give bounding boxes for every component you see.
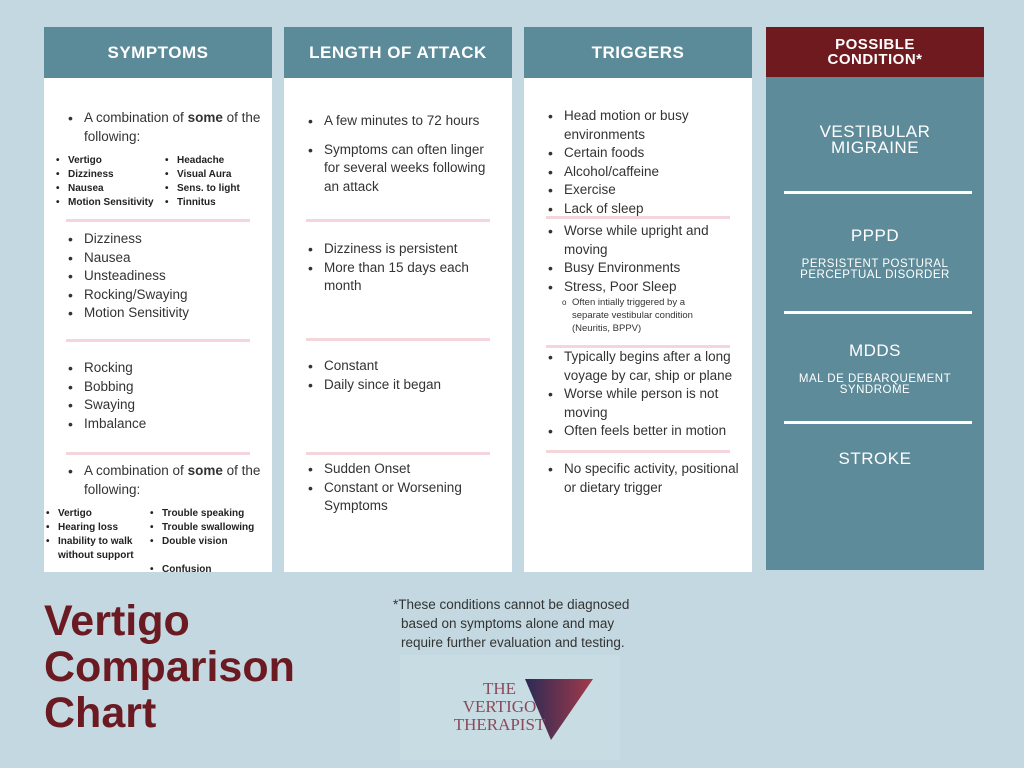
condition-vestibular-migraine: VESTIBULAR MIGRAINE [819, 122, 931, 157]
list-item: • No specific activity, positional or dietary trigger [524, 460, 752, 497]
condition-pppd: PPPD [850, 226, 900, 245]
grid-item: • Trouble speaking [148, 507, 272, 521]
list-item: • Dizziness is persistent [284, 240, 512, 259]
section [524, 222, 752, 335]
divider [784, 311, 972, 314]
grid-item: • Visual Aura [163, 168, 272, 182]
column-header: LENGTH OF ATTACK [284, 27, 512, 78]
list-item: • Worse while person is not moving [524, 385, 752, 422]
section [284, 112, 512, 196]
list-item: • Unsteadiness [44, 267, 272, 286]
sub-item: o Often intially triggered by a separate vestibular condition (Neuritis, BPPV) [524, 296, 752, 335]
grid-item: • Motion Sensitivity [54, 196, 163, 210]
list-item: • Stress, Poor Sleep [524, 278, 752, 297]
section [284, 357, 512, 394]
list-item: • Lack of sleep [524, 200, 752, 219]
list-item: • Sudden Onset [284, 460, 512, 479]
list-item: • A few minutes to 72 hours [284, 112, 512, 131]
vertigo-therapist-logo: THE VERTIGO THERAPIST [400, 655, 620, 760]
item-text: some [187, 463, 223, 478]
item-text: A combination of [84, 110, 188, 125]
grid-item: • Hearing loss [44, 521, 148, 535]
item-text: A combination of [84, 463, 188, 478]
list-item: • Constant or Worsening Symptoms [284, 479, 512, 516]
column-length-of-attack [284, 27, 512, 572]
list-item: • Symptoms can often linger for several weeks following an attack [284, 141, 512, 197]
divider [546, 216, 730, 219]
section [524, 107, 752, 218]
chart-title: Vertigo Comparison Chart [44, 597, 295, 737]
divider [66, 339, 250, 342]
section [524, 348, 752, 441]
list-item: • Motion Sensitivity [44, 304, 272, 323]
condition-stroke: STROKE [838, 449, 912, 468]
grid-item: • Dizziness [54, 168, 163, 182]
list-item: • Bobbing [44, 378, 272, 397]
section [44, 462, 272, 577]
list-item: • Constant [284, 357, 512, 376]
section [284, 460, 512, 516]
condition-pppd-full: PERSISTENT POSTURAL PERCEPTUAL DISORDER [800, 258, 950, 281]
divider [306, 452, 490, 455]
grid-item: • Double vision [148, 535, 272, 563]
condition-header: POSSIBLE CONDITION* [766, 27, 984, 77]
grid-item: • Tinnitus [163, 196, 272, 210]
grid-item: • Vertigo [44, 507, 148, 521]
divider [784, 421, 972, 424]
grid-item: • Sens. to light [163, 182, 272, 196]
grid-item: • Vertigo [54, 154, 163, 168]
list-item [44, 462, 272, 499]
symptom-grid [44, 507, 272, 577]
item-text: of the following: [84, 463, 261, 497]
section [44, 230, 272, 323]
column-header: SYMPTOMS [44, 27, 272, 78]
list-item: • Swaying [44, 396, 272, 415]
list-item: • Often feels better in motion [524, 422, 752, 441]
column-symptoms [44, 27, 272, 575]
divider [306, 219, 490, 222]
list-item: • Exercise [524, 181, 752, 200]
condition-mdds-full: MAL DE DEBARQUEMENT SYNDROME [798, 373, 952, 396]
list-item: • Daily since it began [284, 376, 512, 395]
column-header: TRIGGERS [524, 27, 752, 78]
section [284, 240, 512, 296]
list-item: • Head motion or busy environments [524, 107, 752, 144]
grid-item: • Trouble swallowing [148, 521, 272, 535]
symptom-grid [44, 154, 272, 210]
condition-mdds: MDDS [848, 341, 902, 360]
item-text: of the following: [84, 110, 261, 144]
possible-condition-column [766, 27, 984, 570]
grid-item: • Nausea [54, 182, 163, 196]
list-item: • Worse while upright and moving [524, 222, 752, 259]
list-item: • Busy Environments [524, 259, 752, 278]
divider [306, 338, 490, 341]
grid-item: • Headache [163, 154, 272, 168]
divider [546, 450, 730, 453]
list-item: • Rocking [44, 359, 272, 378]
section [44, 359, 272, 433]
list-item: • Imbalance [44, 415, 272, 434]
list-item: • Dizziness [44, 230, 272, 249]
list-item: • Nausea [44, 249, 272, 268]
divider [784, 191, 972, 194]
list-item: • More than 15 days each month [284, 259, 512, 296]
divider [66, 452, 250, 455]
divider [546, 345, 730, 348]
divider [66, 219, 250, 222]
section [44, 109, 272, 210]
section [524, 460, 752, 497]
item-text: some [187, 110, 223, 125]
column-triggers [524, 27, 752, 572]
grid-item: • Inability to walk without support [44, 535, 148, 563]
list-item: • Alcohol/caffeine [524, 163, 752, 182]
footnote: *These conditions cannot be diagnosed based on symptoms alone and may require further evaluation and testing. [393, 597, 630, 650]
list-item [44, 109, 272, 146]
list-item: • Certain foods [524, 144, 752, 163]
list-item: • Typically begins after a long voyage by car, ship or plane [524, 348, 752, 385]
grid-item: • Confusion [148, 563, 272, 577]
list-item: • Rocking/Swaying [44, 286, 272, 305]
